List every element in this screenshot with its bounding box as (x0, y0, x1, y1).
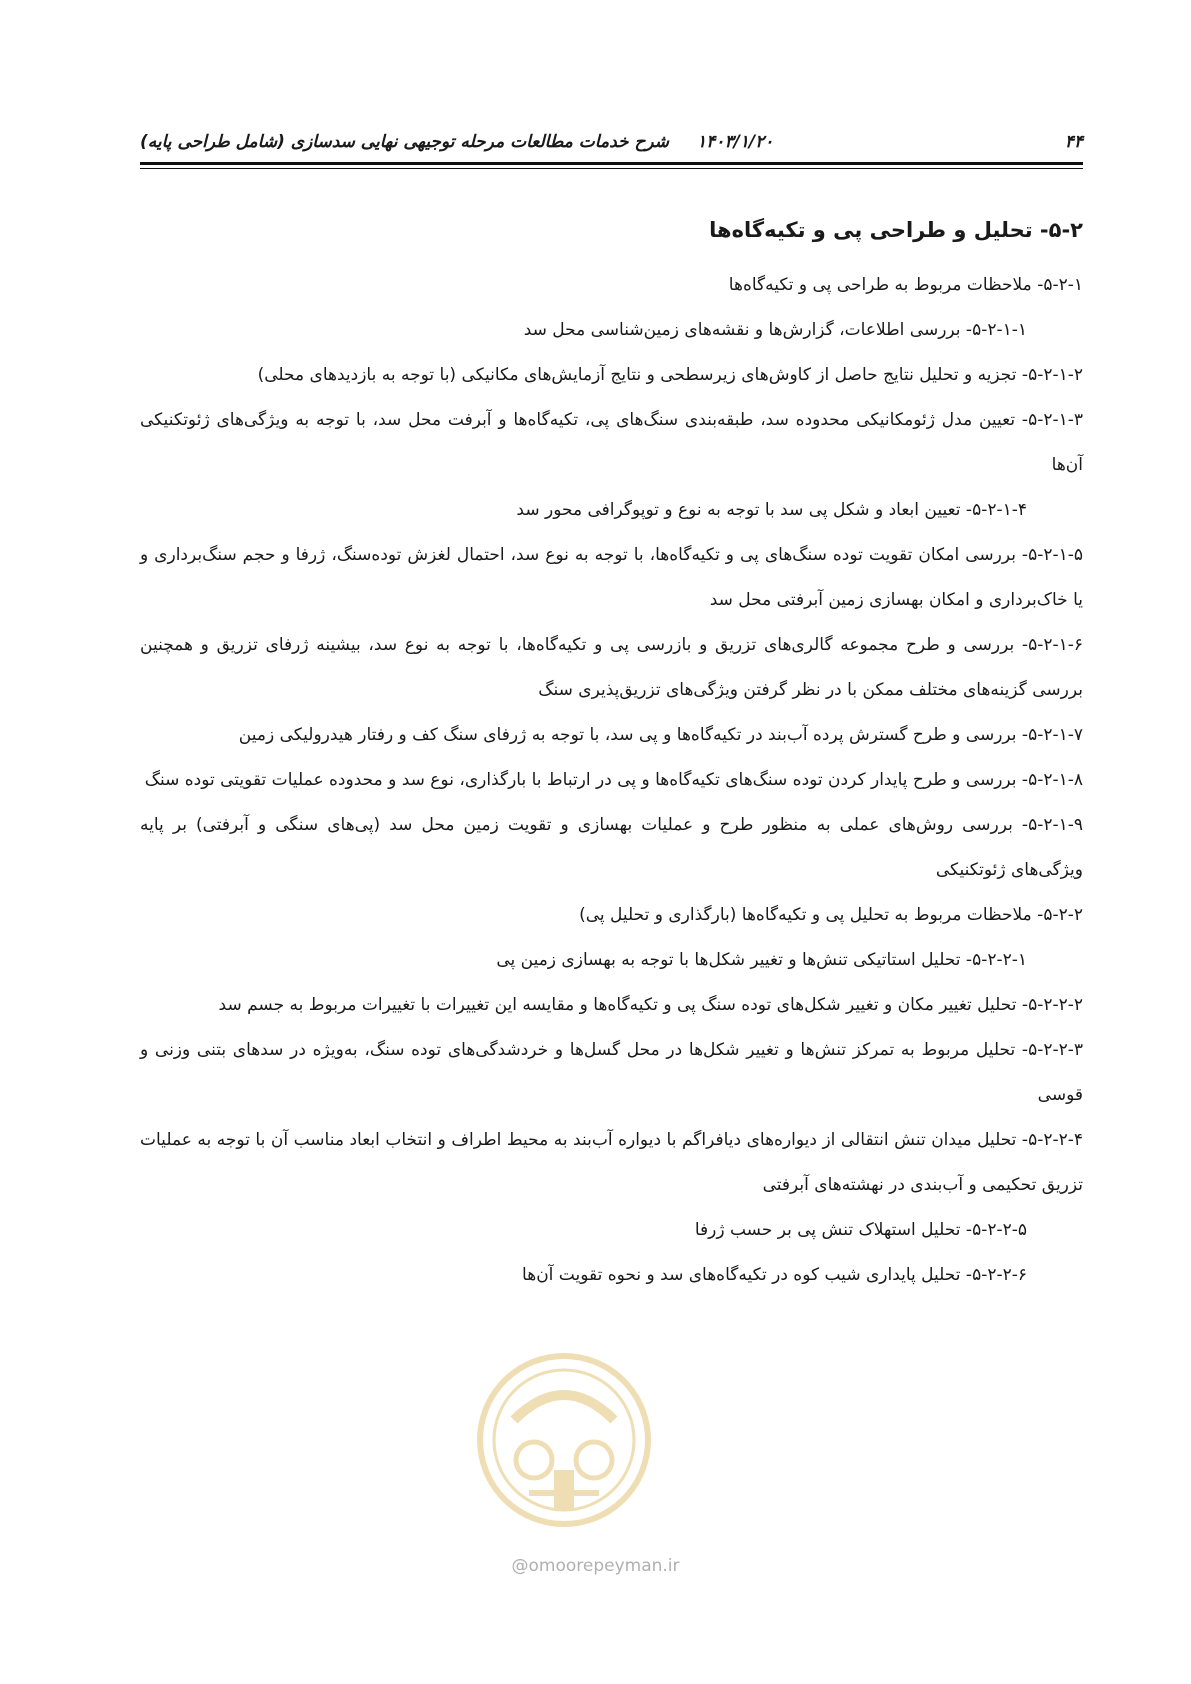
list-item: ۵-۲-۲-۵- تحلیل استهلاک تنش پی بر حسب ژرفا (694, 1220, 1027, 1240)
content-body (140, 205, 1083, 1298)
list-item: ۵-۲-۱-۸- بررسی و طرح پایدار کردن توده سنگ‌های تکیه‌گاه‌ها و پی در ارتباط با بارگذاری، نوع سد و محدوده عملیات تقویتی توده سنگ (144, 770, 1083, 790)
list-item: ۵-۲-۲-۲- تحلیل تغییر مکان و تغییر شکل‌های توده سنگ پی و تکیه‌گاه‌ها و مقایسه این تغییرات با تغییرات مربوط به جسم سد (218, 995, 1083, 1015)
list-item: ۵-۲-۱-۳- تعیین مدل ژئومکانیکی محدوده سد، طبقه‌بندی سنگ‌های پی، تکیه‌گاه‌ها و آبرفت محل سد، با توجه به ویژگی‌های ژئوتکنیکی آن‌ها (140, 410, 1083, 475)
header-rule-thin (140, 168, 1083, 169)
list-item: ۵-۲-۱-۲- تجزیه و تحلیل نتایج حاصل از کاوش‌های زیرسطحی و نتایج آزمایش‌های مکانیکی (با توجه به بازدیدهای محلی) (257, 365, 1083, 385)
list-item: ۵-۲-۲-۶- تحلیل پایداری شیب کوه در تکیه‌گاه‌های سد و نحوه تقویت آن‌ها (522, 1265, 1027, 1285)
item-list (140, 263, 1083, 1298)
footer-website (0, 1556, 1191, 1576)
header-rule-thick (140, 162, 1083, 165)
list-item: ۵-۲-۱-۶- بررسی و طرح مجموعه گالری‌های تزریق و بازرسی پی و تکیه‌گاه‌ها، با توجه به نوع سد، بیشینه ژرفای تزریق و همچنین بررسی گزینه‌های مختلف ممکن با در نظر گرفتن ویژگی‌های تزریق‌پذیری سنگ (140, 635, 1083, 700)
header-date: ۱۴۰۳/۱/۲۰ (697, 132, 774, 152)
watermark-seal-icon (474, 1350, 654, 1530)
subsection-heading: ۵-۲-۱- ملاحظات مربوط به طراحی پی و تکیه‌گاه‌ها (728, 275, 1083, 295)
page-header (140, 126, 1083, 166)
page-number: ۴۴ (1064, 132, 1083, 152)
list-item: ۵-۲-۱-۴- تعیین ابعاد و شکل پی سد با توجه به نوع و توپوگرافی محور سد (516, 500, 1027, 520)
website-text: omoorepeyman.ir (528, 1556, 680, 1576)
header-title-group (140, 132, 773, 152)
list-item: ۵-۲-۱-۱- بررسی اطلاعات، گزارش‌ها و نقشه‌های زمین‌شناسی محل سد (523, 320, 1027, 340)
section-heading: ۵-۲- تحلیل و طراحی پی و تکیه‌گاه‌ها (709, 218, 1083, 242)
list-item: ۵-۲-۱-۷- بررسی و طرح گسترش پرده آب‌بند در تکیه‌گاه‌ها و پی سد، با توجه به ژرفای سنگ کف و رفتار هیدرولیکی زمین (238, 725, 1083, 745)
subsection-heading: ۵-۲-۲- ملاحظات مربوط به تحلیل پی و تکیه‌گاه‌ها (بارگذاری و تحلیل پی) (579, 905, 1083, 925)
header-title: شرح خدمات مطالعات مرحله توجیهی نهایی سدسازی (شامل طراحی پایه) (140, 132, 670, 152)
list-item: ۵-۲-۱-۵- بررسی امکان تقویت توده سنگ‌های پی و تکیه‌گاه‌ها، با توجه به نوع سد، احتمال لغزش توده‌سنگ، ژرفا و حجم سنگ‌برداری و یا خاک‌برداری و امکان بهسازی زمین آبرفتی محل سد (140, 545, 1083, 610)
list-item: ۵-۲-۱-۹- بررسی روش‌های عملی به منظور طرح و عملیات بهسازی و تقویت زمین محل سد (پی‌های سنگی و آبرفتی) بر پایه ویژگی‌های ژئوتکنیکی (140, 815, 1083, 880)
list-item: ۵-۲-۲-۴- تحلیل میدان تنش انتقالی از دیواره‌های دیافراگم با دیواره آب‌بند به محیط اطراف و انتخاب ابعاد مناسب آن با توجه به عملیات تزریق تحکیمی و آب‌بندی در نهشته‌های آبرفتی (140, 1130, 1083, 1195)
at-icon: @ (511, 1556, 529, 1576)
list-item: ۵-۲-۲-۱- تحلیل استاتیکی تنش‌ها و تغییر شکل‌ها با توجه به بهسازی زمین پی (496, 950, 1027, 970)
list-item: ۵-۲-۲-۳- تحلیل مربوط به تمرکز تنش‌ها و تغییر شکل‌ها در محل گسل‌ها و خردشدگی‌های توده سنگ، به‌ویژه در سدهای بتنی وزنی و قوسی (140, 1040, 1083, 1105)
